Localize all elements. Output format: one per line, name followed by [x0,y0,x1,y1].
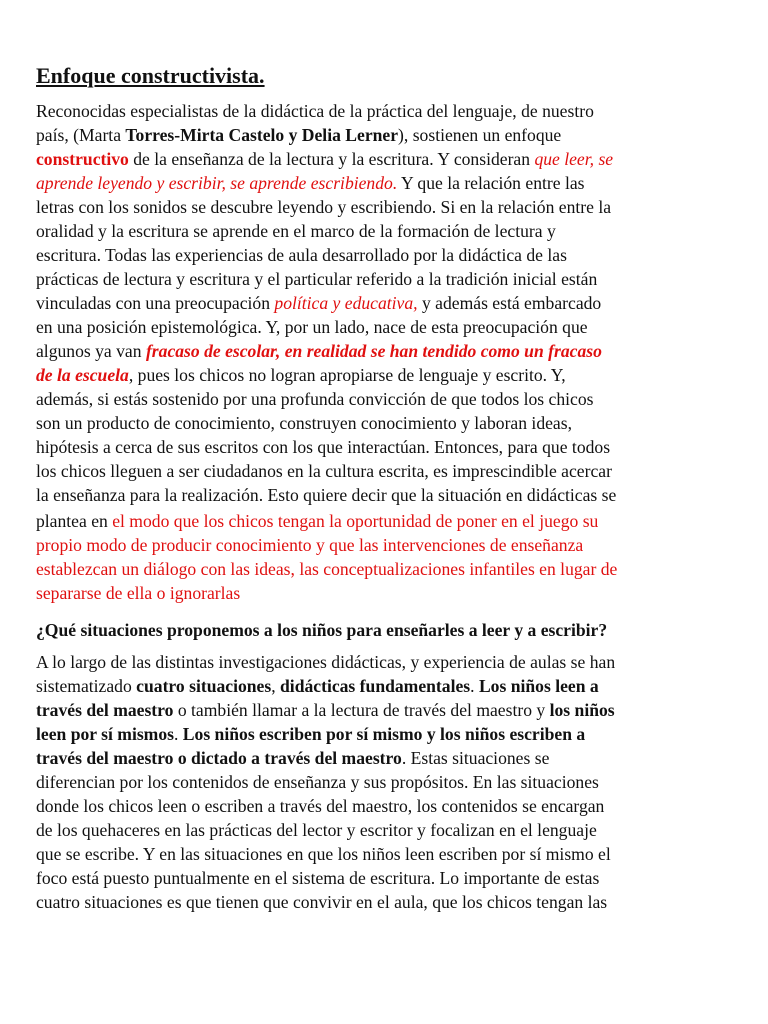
text-run: foco está puesto puntualmente en el sistema de escritura. Lo importante de estas [36,868,600,888]
text-run: . Estas situaciones se [401,748,550,768]
p1-line-16 [36,460,612,482]
p1-line-15 [36,436,610,458]
p2-line-8 [36,819,597,841]
text-run: , pues los chicos no logran apropiarse de lenguaje y escrito. Y, [128,365,566,385]
text-run: prácticas de lectura y escritura y el particular referido a la tradición inicial están [36,269,598,289]
bold-term: través del maestro o dictado a través del maestro [36,748,402,768]
highlight-fracaso: fracaso de escolar, en realidad se han tendido como un fracaso [145,341,602,361]
text-run: que se escribe. Y en las situaciones en que los niños leen escriben por sí mismo el [36,844,611,864]
text-run: escritura. Todas las experiencias de aula desarrollado por la didáctica de las [36,245,567,265]
text-run: los chicos lleguen a ser ciudadanos en la cultura escrita, es imprescindible acercar [36,461,612,481]
text-run: o también llamar a la lectura de través del maestro y [173,700,550,720]
highlight-quote: que leer, se [534,149,614,169]
p2-line-1 [36,651,615,673]
highlight-modo: separarse de ella o ignorarlas [36,583,241,603]
text-run: plantea en [36,511,113,531]
bold-term: leen por sí mismos [36,724,174,744]
p1-line-17 [36,484,616,506]
p2-line-10 [36,867,599,889]
p1-line-21 [36,582,240,604]
p1-line-2 [36,124,561,146]
highlight-quote: aprende leyendo y escribir, se aprende escribiendo. [36,173,398,193]
p2-line-3 [36,699,615,721]
p1-line-6 [36,220,556,242]
text-run: diferencian por los contenidos de enseñanza y sus propósitos. En las situaciones [36,772,599,792]
highlight-constructivo: constructivo [36,149,129,169]
bold-term: Los niños leen a [478,676,599,696]
section-question: ¿Qué situaciones proponemos a los niños para enseñarles a leer y a escribir? [36,620,608,640]
text-run: Reconocidas especialistas de la didáctica de la práctica del lenguaje, de nuestro [36,101,594,121]
p2-line-6 [36,771,599,793]
text-run: son un producto de conocimiento, construyen conocimiento y laboran ideas, [36,413,572,433]
text-run: oralidad y la escritura se aprende en el marco de la formación de lectura y [36,221,556,241]
text-run: A lo largo de las distintas investigaciones didácticas, y experiencia de aulas se han [36,652,616,672]
bold-term: cuatro situaciones [136,676,272,696]
text-run: en una posición epistemológica. Y, por un lado, nace de esta preocupación que [36,317,588,337]
text-run: . [470,676,479,696]
p1-line-3 [36,148,613,170]
highlight-modo: propio modo de producir conocimiento y que las intervenciones de enseñanza [36,535,584,555]
text-run: cuatro situaciones es que tienen que convivir en el aula, que los chicos tengan las [36,892,608,912]
p1-line-14 [36,412,572,434]
p1-line-18 [36,510,598,532]
bold-term: través del maestro [36,700,174,720]
text-run: ), sostienen un enfoque [398,125,562,145]
p1-line-20 [36,558,617,580]
text-run: hipótesis a cerca de sus escritos con los que interactúan. Entonces, para que todos [36,437,611,457]
p2-line-2 [36,675,599,697]
p1-line-9 [36,292,601,314]
highlight-modo: el modo que los chicos tengan la oportunidad de poner en el juego su [112,511,599,531]
p1-line-13 [36,388,594,410]
text-run: , [271,676,281,696]
text-run: y además está embarcado [417,293,602,313]
bold-term: los niños [549,700,615,720]
text-run: de los quehaceres en las prácticas del lector y escritor y focalizan en el lenguaje [36,820,597,840]
p1-line-8 [36,268,597,290]
p1-line-11 [36,340,602,362]
text-run: algunos ya van [36,341,146,361]
p1-line-5 [36,196,611,218]
text-run: letras con los sonidos se descubre leyendo y escribiendo. Si en la relación entre la [36,197,612,217]
text-run: la enseñanza para la realización. Esto quiere decir que la situación en didácticas se [36,485,617,505]
text-run: vinculadas con una preocupación [36,293,275,313]
p2-line-7 [36,795,604,817]
text-run: de la enseñanza de la lectura y la escritura. Y consideran [128,149,535,169]
p2-line-11 [36,891,607,913]
p2-line-4 [36,723,585,745]
text-run: donde los chicos leen o escriben a través del maestro, los contenidos se encargan [36,796,605,816]
highlight-modo: establezcan un diálogo con las ideas, las conceptualizaciones infantiles en lugar de [36,559,618,579]
text-run: Y que la relación entre las [397,173,585,193]
p1-line-12 [36,364,566,386]
p1-line-10 [36,316,588,338]
p1-line-4 [36,172,585,194]
highlight-fracaso: de la escuela [36,365,129,385]
authors-names: Torres-Mirta Castelo y Delia Lerner [125,125,399,145]
p1-line-19 [36,534,583,556]
text-run: además, si estás sostenido por una profunda convicción de que todos los chicos [36,389,594,409]
page-title: Enfoque constructivista. [36,63,265,88]
p1-line-1 [36,100,594,122]
p2-line-5 [36,747,549,769]
p2-line-9 [36,843,611,865]
text-run: . [173,724,183,744]
highlight-politica: política y educativa, [274,293,418,313]
text-run: sistematizado [36,676,137,696]
bold-term: didácticas fundamentales [280,676,471,696]
bold-term: Los niños escriben por sí mismo y los niños escriben a [182,724,586,744]
p1-line-7 [36,244,567,266]
text-run: país, (Marta [36,125,126,145]
